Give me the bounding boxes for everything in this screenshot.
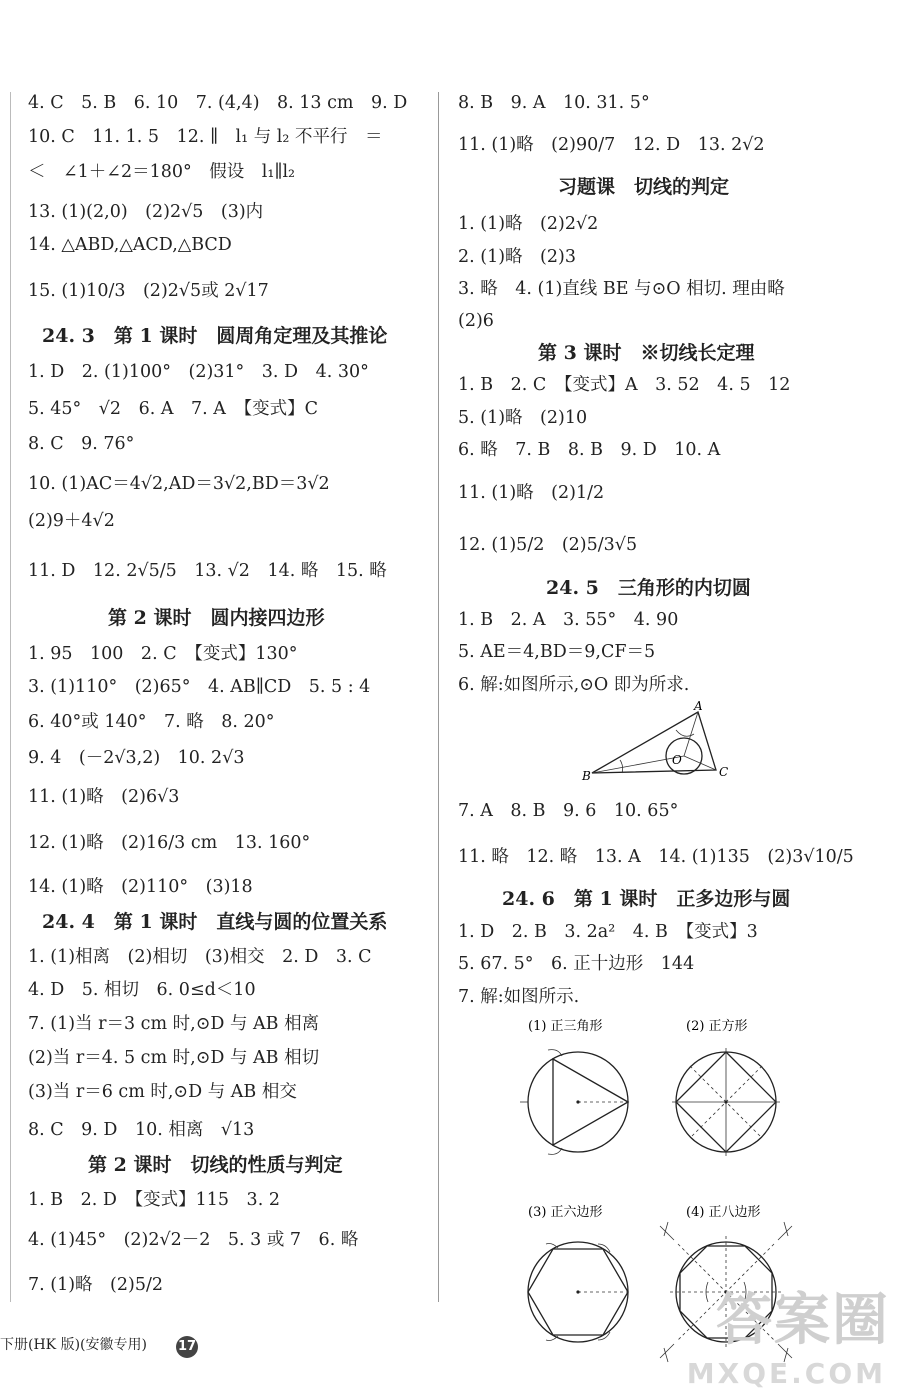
answer-line: 4. C 5. B 6. 10 7. (4,4) 8. 13 cm 9. D bbox=[28, 93, 408, 113]
triangle-abc bbox=[592, 712, 716, 773]
answer-line: 12. (1)略 (2)16/3 cm 13. 160° bbox=[28, 833, 311, 853]
answer-line: 1. B 2. C 【变式】A 3. 52 4. 5 12 bbox=[458, 375, 791, 395]
answer-line: 12. (1)5/2 (2)5/3√5 bbox=[458, 535, 638, 555]
answer-line: 1. (1)相离 (2)相切 (3)相交 2. D 3. C bbox=[28, 947, 372, 967]
answer-line: 14. (1)略 (2)110° (3)18 bbox=[28, 877, 253, 897]
answer-line: 6. 略 7. B 8. B 9. D 10. A bbox=[458, 440, 721, 460]
label-o: O bbox=[672, 753, 682, 767]
answer-line: (2)当 r＝4. 5 cm 时,⊙D 与 AB 相切 bbox=[28, 1048, 320, 1068]
label-c: C bbox=[719, 765, 729, 779]
section-heading: 24. 6 第 1 课时 正多边形与圆 bbox=[502, 888, 791, 910]
answer-line: 13. (1)(2,0) (2)2√5 (3)内 bbox=[28, 202, 264, 222]
answer-line: 7. (1)当 r＝3 cm 时,⊙D 与 AB 相离 bbox=[28, 1014, 320, 1034]
answer-line: 1. D 2. B 3. 2a² 4. B 【变式】3 bbox=[458, 922, 758, 942]
footer-text: 下册(HK 版)(安徽专用) bbox=[0, 1337, 147, 1353]
answer-line: (3)当 r＝6 cm 时,⊙D 与 AB 相交 bbox=[28, 1082, 297, 1102]
answer-line: 3. 略 4. (1)直线 BE 与⊙O 相切. 理由略 bbox=[458, 279, 785, 299]
center-dot bbox=[576, 1290, 579, 1293]
watermark-logo: 答案圈 bbox=[716, 1288, 890, 1353]
answer-line: 9. 4 (－2√3,2) 10. 2√3 bbox=[28, 748, 245, 768]
answer-line: 11. 略 12. 略 13. A 14. (1)135 (2)3√10/5 bbox=[458, 847, 854, 867]
answer-line: 6. 40°或 140° 7. 略 8. 20° bbox=[28, 712, 275, 732]
answer-line: 7. A 8. B 9. 6 10. 65° bbox=[458, 801, 679, 821]
answer-line: 11. (1)略 (2)1/2 bbox=[458, 483, 605, 503]
label-a: A bbox=[694, 700, 703, 713]
label-b: B bbox=[582, 769, 591, 783]
caption-square: (2) 正方形 bbox=[686, 1019, 748, 1034]
answer-line: 11. (1)略 (2)90/7 12. D 13. 2√2 bbox=[458, 135, 765, 155]
answer-line: (2)9＋4√2 bbox=[28, 511, 115, 531]
answer-line: 8. C 9. 76° bbox=[28, 434, 135, 454]
answer-line: 8. C 9. D 10. 相离 √13 bbox=[28, 1120, 255, 1140]
bisector-c bbox=[684, 756, 716, 770]
answer-line: 11. D 12. 2√5/5 13. √2 14. 略 15. 略 bbox=[28, 561, 387, 581]
construction-mark bbox=[660, 1222, 674, 1240]
answer-line: 5. (1)略 (2)10 bbox=[458, 408, 588, 428]
center-dot bbox=[724, 1100, 727, 1103]
construction-mark bbox=[660, 1344, 674, 1362]
answer-line: 4. D 5. 相切 6. 0≤d＜10 bbox=[28, 980, 256, 1000]
construction-mark bbox=[778, 1222, 792, 1240]
answer-line: 5. AE＝4,BD＝9,CF＝5 bbox=[458, 642, 656, 662]
answer-line: 11. (1)略 (2)6√3 bbox=[28, 787, 180, 807]
section-heading: 第 2 课时 圆内接四边形 bbox=[108, 607, 325, 629]
answer-line: 8. B 9. A 10. 31. 5° bbox=[458, 93, 650, 113]
answer-line: 7. (1)略 (2)5/2 bbox=[28, 1275, 164, 1295]
answer-line: 1. B 2. D 【变式】115 3. 2 bbox=[28, 1190, 280, 1210]
left-margin-rule bbox=[10, 92, 11, 1302]
section-heading: 习题课 切线的判定 bbox=[558, 176, 730, 198]
page-number: 17 bbox=[176, 1336, 198, 1358]
answer-line: 2. (1)略 (2)3 bbox=[458, 247, 576, 267]
answer-line: (2)6 bbox=[458, 311, 494, 331]
answer-line: 1. (1)略 (2)2√2 bbox=[458, 214, 599, 234]
column-divider bbox=[438, 92, 439, 1302]
incircle-figure bbox=[580, 700, 740, 786]
answer-line: 3. (1)110° (2)65° 4. AB∥CD 5. 5 : 4 bbox=[28, 677, 371, 697]
answer-line: 5. 45° √2 6. A 7. A 【变式】C bbox=[28, 399, 318, 419]
answer-line: 6. 解:如图所示,⊙O 即为所求. bbox=[458, 675, 690, 695]
watermark-url: MXQE.COM bbox=[686, 1357, 886, 1390]
caption-octagon: (4) 正八边形 bbox=[686, 1205, 761, 1220]
section-heading: 24. 3 第 1 课时 圆周角定理及其推论 bbox=[42, 325, 388, 347]
section-heading: 24. 5 三角形的内切圆 bbox=[546, 577, 751, 599]
answer-line: 5. 67. 5° 6. 正十边形 144 bbox=[458, 954, 695, 974]
answer-line: 7. 解:如图所示. bbox=[458, 987, 580, 1007]
center-dot bbox=[576, 1100, 579, 1103]
caption-triangle: (1) 正三角形 bbox=[528, 1019, 603, 1034]
answer-line: 1. B 2. A 3. 55° 4. 90 bbox=[458, 610, 679, 630]
answer-line: ＜ ∠1＋∠2＝180° 假设 l₁∥l₂ bbox=[28, 162, 296, 182]
answer-line: 10. C 11. 1. 5 12. ∥ l₁ 与 l₂ 不平行 ＝ bbox=[28, 127, 383, 147]
section-heading: 第 3 课时 ※切线长定理 bbox=[538, 342, 755, 364]
caption-hexagon: (3) 正六边形 bbox=[528, 1205, 603, 1220]
arc-b bbox=[620, 760, 623, 773]
answer-line: 15. (1)10/3 (2)2√5或 2√17 bbox=[28, 281, 269, 301]
answer-line: 10. (1)AC＝4√2,AD＝3√2,BD＝3√2 bbox=[28, 474, 330, 494]
answer-line: 1. 95 100 2. C 【变式】130° bbox=[28, 644, 298, 664]
answer-line: 1. D 2. (1)100° (2)31° 3. D 4. 30° bbox=[28, 362, 369, 382]
section-heading: 24. 4 第 1 课时 直线与圆的位置关系 bbox=[42, 911, 388, 933]
section-heading: 第 2 课时 切线的性质与判定 bbox=[88, 1154, 343, 1176]
answer-line: 4. (1)45° (2)2√2－2 5. 3 或 7 6. 略 bbox=[28, 1230, 359, 1250]
answer-line: 14. △ABD,△ACD,△BCD bbox=[28, 235, 232, 255]
